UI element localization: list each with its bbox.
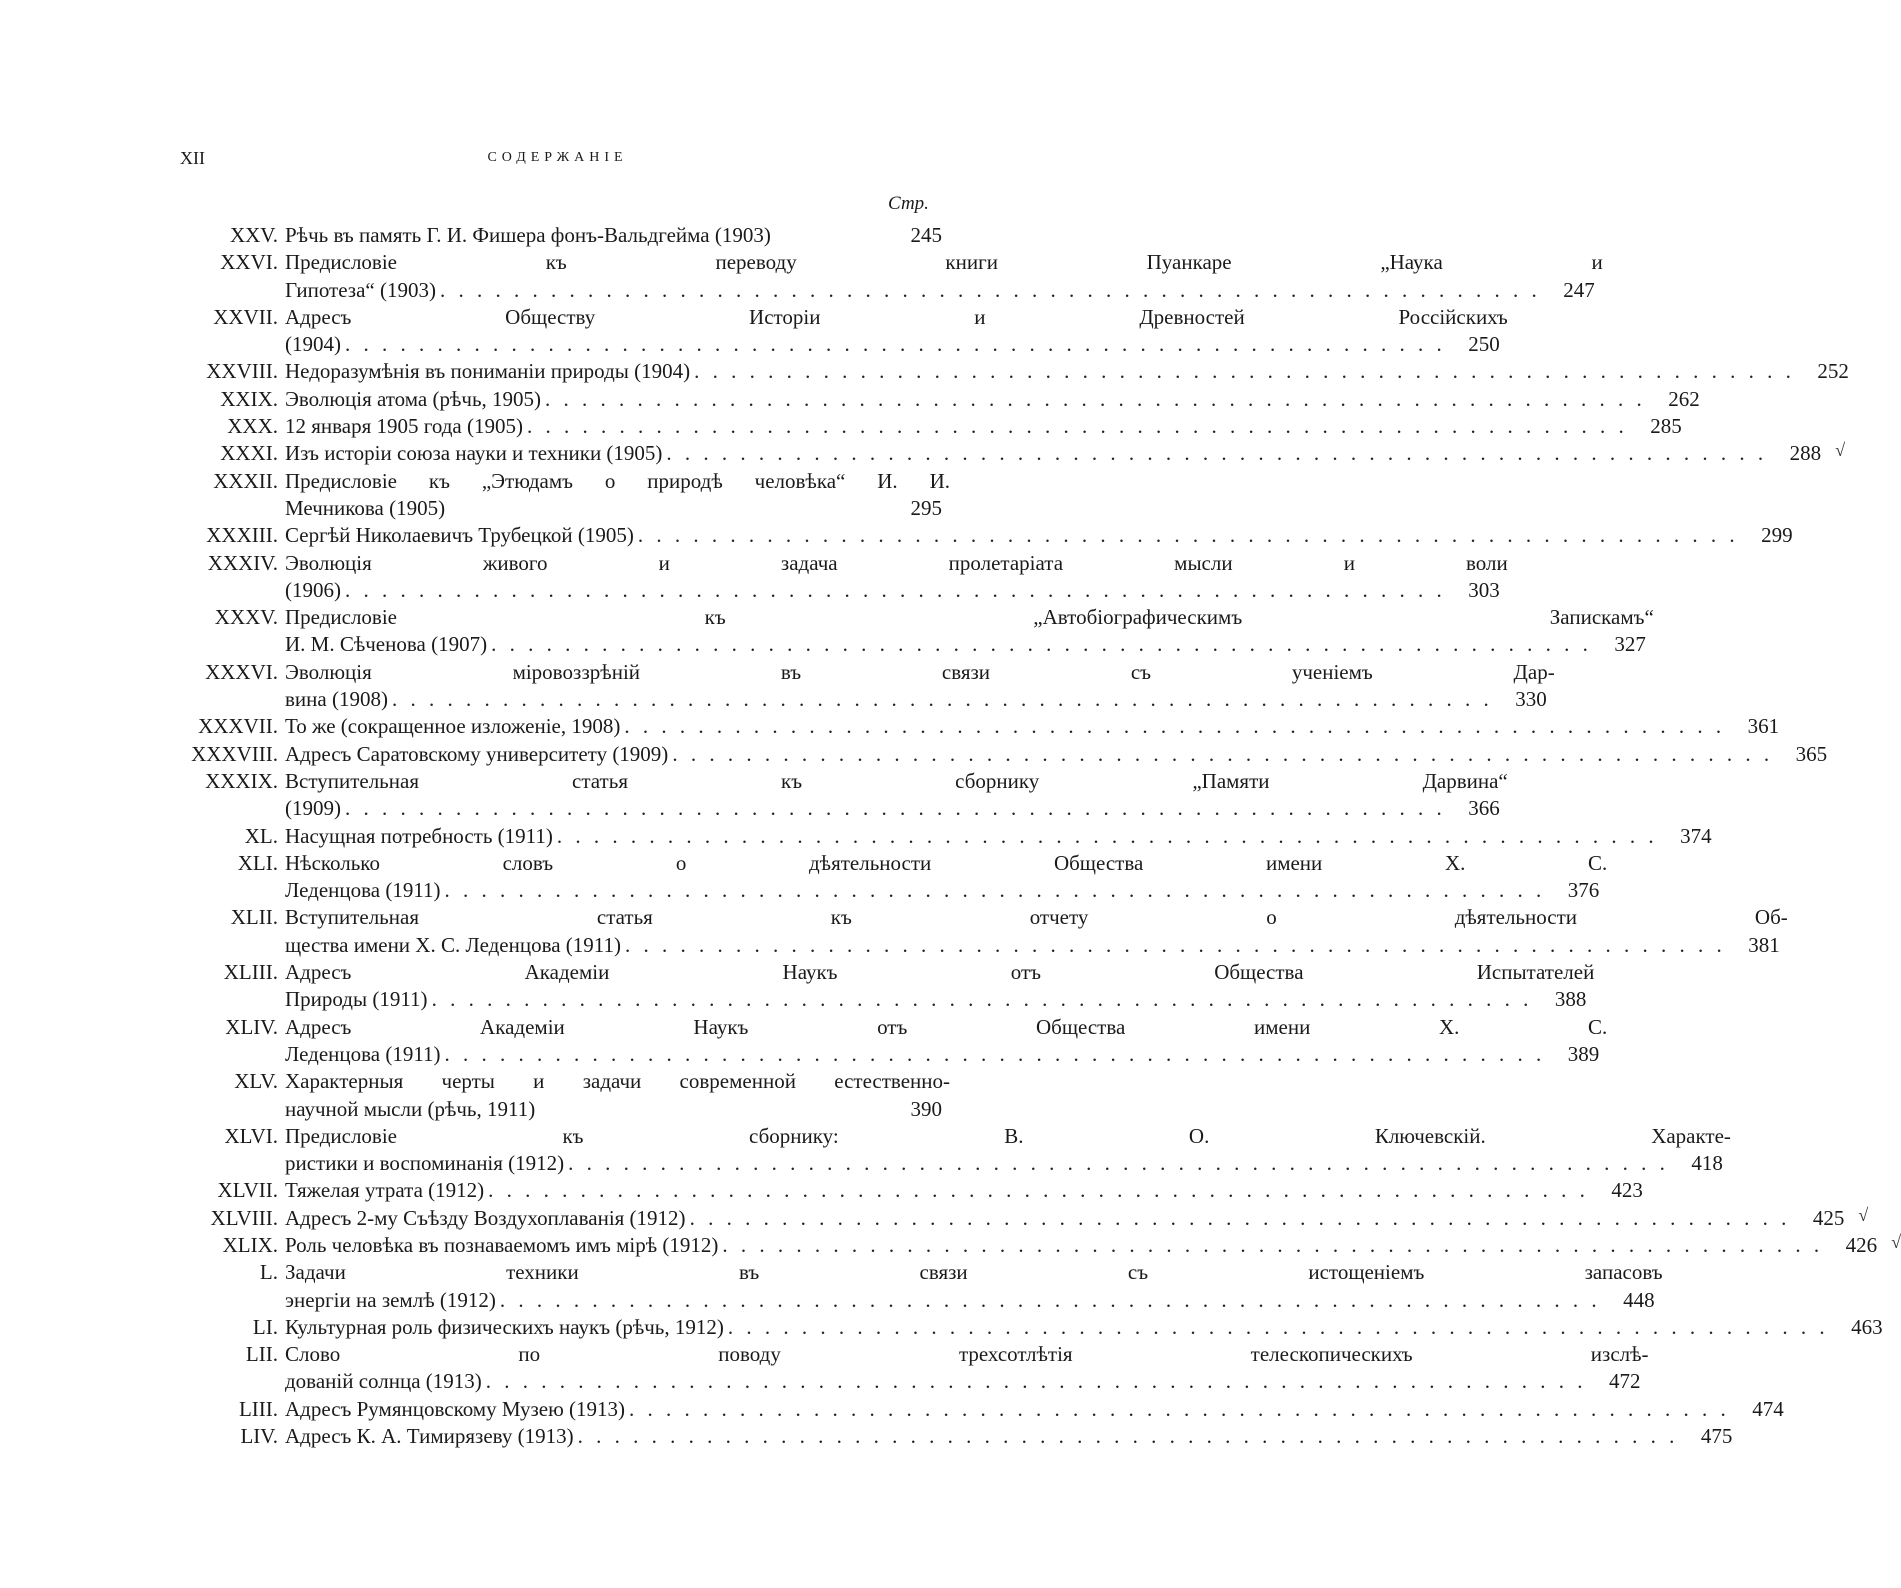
dot-leader: . . . . . . . . . . . . . . . . . . . . . . . . . . . . . . . . . . . . . . . . . . . . . . . . . . . . . . . . . . . . [545, 386, 1646, 411]
entry-title-line: научной мысли (рѣчь, 1911) [285, 1096, 536, 1121]
dot-leader: . . . . . . . . . . . . . . . . . . . . . . . . . . . . . . . . . . . . . . . . . . . . . . . . . . . . . . . . . . . . [345, 577, 1446, 602]
entry-number: XXXII. [213, 468, 278, 493]
page-number: XII [180, 148, 205, 168]
toc-entry [180, 1314, 1883, 1341]
entry-title-line: И. М. Сѣченова (1907) [285, 632, 488, 657]
toc-entry [180, 468, 950, 523]
entry-page: 388 [1554, 987, 1587, 1012]
entry-number: LI. [252, 1314, 278, 1339]
entry-title-line: Эволюція живого и задача пролетаріата мысли и воли [285, 550, 1508, 575]
toc-entry [180, 604, 1654, 659]
toc-entry [180, 959, 1595, 1014]
entry-number: XLV. [234, 1069, 278, 1094]
entry-title-line: Рѣчь въ память Г. И. Фишера фонъ-Вальдгейма (1903) [285, 223, 771, 247]
entry-title-line: Адресъ Академіи Наукъ отъ Общества Испытателей [285, 960, 1595, 985]
toc-entry [180, 823, 1712, 850]
entry-title-line: 12 января 1905 года (1905) [285, 414, 523, 439]
entry-title-line: Вступительная статья къ отчету о дѣятельности Об- [285, 905, 1788, 930]
entry-title-line: Насущная потребность (1911) [285, 823, 553, 848]
toc-entry [180, 1014, 1608, 1069]
entry-page: 303 [1468, 577, 1500, 602]
entry-page: 245 [910, 223, 942, 247]
dot-leader: . . . . . . . . . . . . . . . . . . . . . . . . . . . . . . . . . . . . . . . . . . . . . . . . . . . . . . . . . . . . [577, 1424, 1679, 1449]
entry-title-line: Адресъ Румянцовскому Музею (1913) [285, 1396, 626, 1421]
check-mark: √ [1858, 1204, 1869, 1225]
dot-leader: . . . . . . . . . . . . . . . . . . . . . . . . . . . . . . . . . . . . . . . . . . . . . . . . . . . . . . . . . . . . [689, 1205, 1791, 1230]
entry-number: XL. [244, 823, 278, 848]
entry-title-line: энергіи на землѣ (1912) [285, 1287, 496, 1312]
entry-number: XXIX. [220, 386, 278, 411]
entry-title-line: дованій солнца (1913) [285, 1369, 482, 1394]
entry-page: 474 [1752, 1396, 1784, 1421]
entry-title-line: вина (1908) [285, 687, 388, 712]
entry-number: XLVII. [217, 1178, 278, 1203]
entry-page: 366 [1468, 796, 1500, 821]
dot-leader: . . . . . . . . . . . . . . . . . . . . . . . . . . . . . . . . . . . . . . . . . . . . . . . . . . . . . . . . . . . . [527, 414, 1628, 439]
dot-leader: . . . . . . . . . . . . . . . . . . . . . . . . . . . . . . . . . . . . . . . . . . . . . . . . . . . . . . . . . . . . [629, 1396, 1730, 1421]
entry-number: XLIX. [222, 1232, 278, 1257]
toc-entry [180, 550, 1508, 605]
entry-title-line: (1906) [285, 577, 341, 602]
toc-entry [180, 1123, 1731, 1178]
entry-title-line: Вступительная статья къ сборнику „Памяти Дарвина“ [285, 768, 1508, 793]
entry-page: 418 [1691, 1151, 1723, 1176]
entry-page: 381 [1748, 932, 1780, 957]
toc-entry [180, 768, 1508, 823]
entry-number: XXXIX. [205, 768, 278, 793]
entry-page: 250 [1468, 332, 1500, 357]
dot-leader: . . . . . . . . . . . . . . . . . . . . . . . . . . . . . . . . . . . . . . . . . . . . . . . . . . . . . . . . . . . . [345, 796, 1446, 821]
entry-number: XXXI. [220, 441, 278, 466]
dot-leader: . . . . . . . . . . . . . . . . . . . . . . . . . . . . . . . . . . . . . . . . . . . . . . . . . . . . . . . . . . . . [666, 441, 1768, 466]
entry-title-line: Предисловіе къ „Автобіографическимъ Запискамъ“ [285, 605, 1654, 630]
dot-leader: . . . . . . . . . . . . . . . . . . . . . . . . . . . . . . . . . . . . . . . . . . . . . . . . . . . . . . . . . . . . [722, 1232, 1824, 1257]
dot-leader: . . . . . . . . . . . . . . . . . . . . . . . . . . . . . . . . . . . . . . . . . . . . . . . . . . . . . . . . . . . . [345, 332, 1446, 357]
toc-entry [180, 659, 1555, 714]
toc-entry [180, 249, 1603, 304]
entry-page: 390 [910, 1096, 942, 1121]
check-mark: √ [1835, 440, 1846, 461]
entry-title-line: Предисловіе къ сборнику: В. О. Ключевскій. Характе- [285, 1123, 1731, 1148]
entry-page: 463 [1851, 1314, 1883, 1339]
toc-entry [180, 1423, 1733, 1450]
entry-page: 330 [1515, 687, 1547, 712]
toc-entry [180, 1068, 950, 1123]
dot-leader: . . . . . . . . . . . . . . . . . . . . . . . . . . . . . . . . . . . . . . . . . . . . . . . . . . . . . . . . . . . . [485, 1369, 1587, 1394]
entry-number: XXVII. [213, 304, 278, 329]
entry-title-line: Предисловіе къ „Этюдамъ о природѣ человѣка“ И. И. [285, 468, 950, 493]
entry-title-line: (1909) [285, 796, 341, 821]
dot-leader: . . . . . . . . . . . . . . . . . . . . . . . . . . . . . . . . . . . . . . . . . . . . . . . . . . . . . . . . . . . . [444, 1041, 1546, 1066]
dot-leader: . . . . . . . . . . . . . . . . . . . . . . . . . . . . . . . . . . . . . . . . . . . . . . . . . . . . . . . . . . . . [499, 1287, 1601, 1312]
entry-number: XXX. [227, 414, 278, 439]
entry-title-line: Эволюція міровоззрѣній въ связи съ ученіемъ Дар- [285, 659, 1555, 684]
entry-title-line: Леденцова (1911) [285, 1041, 441, 1066]
entry-number: XLI. [237, 850, 278, 875]
entry-title-line: Сергѣй Николаевичъ Трубецкой (1905) [285, 523, 634, 548]
entry-number: LII. [245, 1342, 278, 1367]
entry-page: 389 [1567, 1041, 1600, 1066]
toc-entry [180, 1396, 1784, 1423]
entry-page: 475 [1700, 1424, 1733, 1449]
entry-page: 252 [1817, 359, 1849, 384]
toc-entry [180, 440, 1846, 467]
toc-entry [180, 1341, 1649, 1396]
entry-page: 262 [1668, 386, 1700, 411]
entry-title-line: Роль человѣка въ познаваемомъ имъ мірѣ (1912) [285, 1232, 719, 1257]
entry-number: LIV. [240, 1424, 278, 1449]
entry-number: XXXV. [214, 605, 278, 630]
entry-number: XXVI. [220, 250, 278, 275]
dot-leader: . . . . . . . . . . . . . . . . . . . . . . . . . . . . . . . . . . . . . . . . . . . . . . . . . . . . . . . . . . . . [637, 523, 1739, 548]
entry-number: XXXVIII. [191, 741, 278, 766]
entry-page: 376 [1567, 878, 1600, 903]
dot-leader: . . . . . . . . . . . . . . . . . . . . . . . . . . . . . . . . . . . . . . . . . . . . . . . . . . . . . . . . . . . . [391, 687, 1493, 712]
entry-number: L. [259, 1260, 278, 1285]
entry-number: XLIII. [223, 960, 278, 985]
entry-number: XXXIII. [206, 523, 278, 548]
entry-title-line: Характерныя черты и задачи современной естественно- [285, 1069, 950, 1094]
toc-entry [180, 304, 1508, 359]
entry-title-line: щества имени Х. С. Леденцова (1911) [285, 932, 622, 957]
entry-number: XLVIII. [210, 1205, 278, 1230]
toc-entry [180, 386, 1700, 413]
entry-title-line: ристики и воспоминанія (1912) [285, 1151, 565, 1176]
dot-leader: . . . . . . . . . . . . . . . . . . . . . . . . . . . . . . . . . . . . . . . . . . . . . . . . . . . . . . . . . . . . [439, 277, 1541, 302]
entry-number: XLVI. [224, 1123, 278, 1148]
entry-page: 295 [910, 495, 942, 520]
entry-title-line: Слово по поводу трехсотлѣтія телескопическихъ изслѣ- [285, 1342, 1649, 1367]
entry-page: 426 [1845, 1232, 1878, 1257]
entry-page: 288 [1789, 441, 1822, 466]
entry-title-line: Нѣсколько словъ о дѣятельности Общества имени Х. С. [285, 850, 1608, 875]
toc-entry [180, 713, 1780, 740]
entry-page: 285 [1650, 414, 1682, 439]
entry-page: 299 [1761, 523, 1793, 548]
toc-entry [180, 413, 1682, 440]
dot-leader: . . . . . . . . . . . . . . . . . . . . . . . . . . . . . . . . . . . . . . . . . . . . . . . . . . . . . . . . . . . . [491, 632, 1592, 657]
entry-title-line: Природы (1911) [285, 987, 428, 1012]
dot-leader: . . . . . . . . . . . . . . . . . . . . . . . . . . . . . . . . . . . . . . . . . . . . . . . . . . . . . . . . . . . . [431, 987, 1533, 1012]
entry-page: 365 [1795, 741, 1828, 766]
check-mark: √ [1891, 1231, 1901, 1252]
dot-leader: . . . . . . . . . . . . . . . . . . . . . . . . . . . . . . . . . . . . . . . . . . . . . . . . . . . . . . . . . . . . [694, 359, 1795, 384]
dot-leader: . . . . . . . . . . . . . . . . . . . . . . . . . . . . . . . . . . . . . . . . . . . . . . . . . . . . . . . . . . . . [624, 714, 1726, 739]
entry-page: 327 [1614, 632, 1646, 657]
entry-title-line: Леденцова (1911) [285, 878, 441, 903]
toc-entry [180, 222, 950, 249]
entry-page: 425 [1812, 1205, 1845, 1230]
dot-leader: . . . . . . . . . . . . . . . . . . . . . . . . . . . . . . . . . . . . . . . . . . . . . . . . . . . . . . . . . . . . [625, 932, 1726, 957]
entry-title-line: (1904) [285, 332, 341, 357]
entry-title-line: Адресъ Саратовскому университету (1909) [285, 741, 669, 766]
toc-entry [180, 1231, 1901, 1259]
entry-page: 472 [1609, 1369, 1641, 1394]
dot-leader: . . . . . . . . . . . . . . . . . . . . . . . . . . . . . . . . . . . . . . . . . . . . . . . . . . . . . . . . . . . . [556, 823, 1658, 848]
entry-title-line: Адресъ 2-му Съѣзду Воздухоплаванія (1912) [285, 1205, 686, 1230]
toc-entry [180, 1259, 1663, 1314]
entry-title-line: Эволюція атома (рѣчь, 1905) [285, 386, 542, 411]
table-of-contents [180, 222, 1901, 1450]
dot-leader: . . . . . . . . . . . . . . . . . . . . . . . . . . . . . . . . . . . . . . . . . . . . . . . . . . . . . . . . . . . . [568, 1151, 1669, 1176]
entry-number: XXXVII. [198, 714, 278, 739]
entry-page: 448 [1623, 1287, 1655, 1312]
entry-title-line: Культурная роль физическихъ наукъ (рѣчь, 1912) [285, 1314, 724, 1339]
entry-title-line: Задачи техники въ связи съ истощеніемъ запасовъ [285, 1260, 1663, 1285]
entry-page: 361 [1747, 714, 1780, 739]
entry-page: 247 [1563, 277, 1595, 302]
entry-number: LIII. [238, 1396, 278, 1421]
entry-page: 423 [1611, 1178, 1643, 1203]
entry-title-line: Предисловіе къ переводу книги Пуанкаре „Наука и [285, 250, 1603, 275]
toc-entry [180, 1204, 1869, 1232]
entry-title-line: Изъ исторіи союза науки и техники (1905) [285, 441, 663, 466]
dot-leader: . . . . . . . . . . . . . . . . . . . . . . . . . . . . . . . . . . . . . . . . . . . . . . . . . . . . . . . . . . . . [672, 741, 1774, 766]
toc-entry [180, 522, 1793, 549]
entry-number: XXV. [229, 223, 278, 247]
entry-title-line: Гипотеза“ (1903) [285, 277, 436, 302]
entry-page: 374 [1680, 823, 1712, 848]
toc-entry [180, 1177, 1643, 1204]
toc-entry [180, 741, 1828, 768]
entry-title-line: То же (сокращенное изложеніе, 1908) [285, 714, 621, 739]
entry-title-line: Тяжелая утрата (1912) [285, 1178, 485, 1203]
dot-leader: . . . . . . . . . . . . . . . . . . . . . . . . . . . . . . . . . . . . . . . . . . . . . . . . . . . . . . . . . . . . [727, 1314, 1829, 1339]
entry-number: XXXVI. [205, 659, 278, 684]
toc-entry [180, 904, 1788, 959]
toc-entry [180, 358, 1849, 385]
dot-leader: . . . . . . . . . . . . . . . . . . . . . . . . . . . . . . . . . . . . . . . . . . . . . . . . . . . . . . . . . . . . [444, 878, 1546, 903]
entry-title-line: Адресъ Обществу Исторіи и Древностей Россійскихъ [285, 304, 1508, 329]
entry-number: XXXIV. [207, 550, 278, 575]
toc-entry [180, 850, 1608, 905]
entry-number: XLII. [230, 905, 278, 930]
entry-title-line: Недоразумѣнія въ пониманіи природы (1904) [285, 359, 691, 384]
entry-title-line: Адресъ К. А. Тимирязеву (1913) [285, 1424, 574, 1449]
entry-number: XLIV. [225, 1014, 278, 1039]
entry-title-line: Мечникова (1905) [285, 495, 446, 520]
entry-number: XXVIII. [206, 359, 278, 384]
page-title: СОДЕРЖАНІЕ [487, 150, 628, 165]
page-column-label: Стр. [888, 193, 929, 214]
entry-title-line: Адресъ Академіи Наукъ отъ Общества имени Х. С. [285, 1014, 1608, 1039]
dot-leader: . . . . . . . . . . . . . . . . . . . . . . . . . . . . . . . . . . . . . . . . . . . . . . . . . . . . . . . . . . . . [488, 1178, 1589, 1203]
